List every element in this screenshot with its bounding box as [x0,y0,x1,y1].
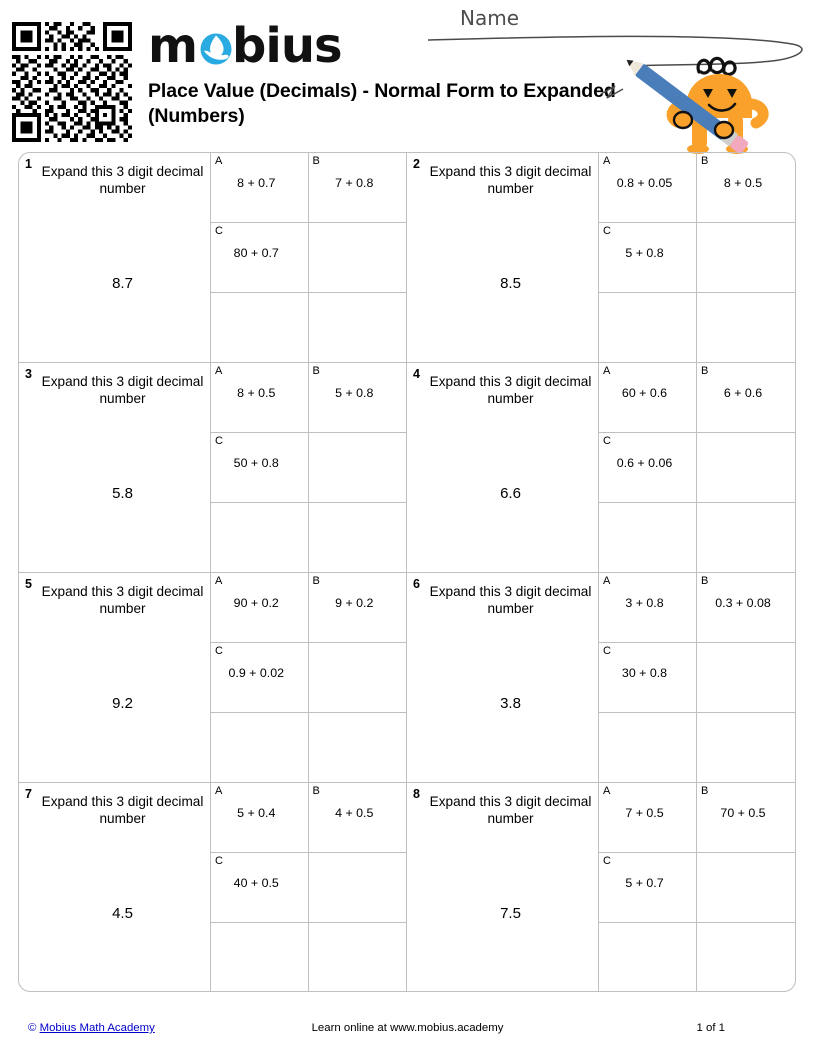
option-letter-c: C [215,645,223,657]
option-text-b: 9 + 0.2 [335,596,374,610]
answer-option-d[interactable] [309,643,407,713]
svg-text:m: m [148,18,198,70]
answer-option-e[interactable] [211,293,309,363]
question-prompt-pane-2 [407,153,599,362]
question-cell-8 [407,783,795,992]
question-number: 2 [413,157,420,171]
answer-option-a[interactable] [599,783,697,853]
question-prompt-pane-5 [19,573,211,782]
question-cell-4 [407,363,795,572]
question-value: 7.5 [500,905,521,922]
option-text-c: 30 + 0.8 [621,666,668,680]
question-value: 8.7 [112,275,133,292]
page-footer [0,1022,815,1046]
answer-options-pane-1 [211,153,406,362]
answer-option-a[interactable] [211,363,309,433]
option-letter-a: A [215,785,223,797]
answer-option-d[interactable] [309,853,407,923]
option-letter-c: C [215,225,223,237]
answer-option-f[interactable] [309,503,407,573]
answer-option-f[interactable] [309,923,407,992]
answer-option-f[interactable] [309,713,407,783]
answer-option-f[interactable] [697,293,795,363]
option-text-c: 0.6 + 0.06 [616,456,673,470]
answer-options-pane-2 [599,153,795,362]
question-cell-6 [407,573,795,782]
option-letter-a: A [603,575,611,587]
question-cell-1 [19,153,407,362]
question-cell-2 [407,153,795,362]
option-letter-c: C [603,435,611,447]
option-letter-c: C [215,435,223,447]
option-letter-b: B [701,155,709,167]
option-letter-b: B [312,155,320,167]
answer-option-b[interactable] [697,153,795,223]
answer-option-b[interactable] [309,783,407,853]
answer-option-c[interactable] [599,643,697,713]
question-prompt: Expand this 3 digit decimal number [41,584,204,616]
option-text-c: 5 + 0.8 [625,246,664,260]
option-letter-a: A [603,155,611,167]
answer-option-b[interactable] [697,363,795,433]
answer-option-c[interactable] [599,223,697,293]
page-header [0,0,815,150]
question-number: 7 [25,787,32,801]
question-number: 4 [413,367,420,381]
option-letter-b: B [312,785,320,797]
answer-options-pane-4 [599,363,795,572]
question-prompt: Expand this 3 digit decimal number [429,584,592,616]
answer-option-c[interactable] [211,643,309,713]
answer-option-b[interactable] [697,783,795,853]
question-number: 1 [25,157,32,171]
worksheet-grid [18,152,796,992]
copyright-symbol: © [28,1022,37,1034]
question-cell-3 [19,363,407,572]
answer-option-d[interactable] [309,223,407,293]
answer-option-a[interactable] [599,573,697,643]
option-text-c: 80 + 0.7 [233,246,279,260]
question-prompt-pane-4 [407,363,599,572]
answer-option-e[interactable] [211,923,309,992]
question-prompt-pane-6 [407,573,599,782]
question-cell-7 [19,783,407,992]
option-text-a: 7 + 0.5 [625,806,664,820]
answer-option-b[interactable] [309,573,407,643]
question-number: 5 [25,577,32,591]
question-cell-5 [19,573,407,782]
option-text-b: 7 + 0.8 [335,176,374,190]
footer-learn-online-text: Learn online at www.mobius.academy [311,1022,504,1034]
question-value: 9.2 [112,695,133,712]
answer-option-a[interactable] [599,153,697,223]
option-text-a: 8 + 0.5 [237,386,276,400]
answer-option-f[interactable] [309,293,407,363]
answer-options-pane-3 [211,363,406,572]
option-text-a: 5 + 0.4 [237,806,276,820]
option-text-a: 3 + 0.8 [625,596,664,610]
question-row [19,783,795,992]
question-prompt: Expand this 3 digit decimal number [41,794,204,826]
answer-option-b[interactable] [309,153,407,223]
answer-options-pane-5 [211,573,406,782]
question-prompt: Expand this 3 digit decimal number [429,164,592,196]
question-number: 6 [413,577,420,591]
answer-option-d[interactable] [697,223,795,293]
question-value: 5.8 [112,485,133,502]
option-text-a: 8 + 0.7 [237,176,276,190]
option-text-b: 4 + 0.5 [335,806,374,820]
option-letter-c: C [603,225,611,237]
option-text-b: 70 + 0.5 [720,806,766,820]
page-title: Place Value (Decimals) - Normal Form to Expanded (Numbers) [148,80,616,127]
option-text-b: 8 + 0.5 [723,176,763,190]
option-letter-b: B [701,365,709,377]
footer-page-number: 1 of 1 [696,1022,725,1034]
option-letter-a: A [215,575,223,587]
answer-option-b[interactable] [309,363,407,433]
option-text-a: 90 + 0.2 [233,596,279,610]
answer-option-e[interactable] [599,923,697,992]
option-letter-c: C [603,645,611,657]
answer-option-c[interactable] [599,433,697,503]
question-value: 6.6 [500,485,521,502]
answer-option-f[interactable] [697,503,795,573]
question-row [19,573,795,783]
answer-option-d[interactable] [697,643,795,713]
question-prompt: Expand this 3 digit decimal number [41,374,204,406]
question-number: 3 [25,367,32,381]
answer-option-a[interactable] [211,153,309,223]
option-letter-c: C [603,855,611,867]
answer-option-d[interactable] [697,853,795,923]
answer-option-d[interactable] [309,433,407,503]
option-letter-a: A [603,785,611,797]
answer-option-a[interactable] [211,783,309,853]
option-text-b: 6 + 0.6 [723,386,763,400]
option-text-c: 0.9 + 0.02 [228,666,284,680]
option-text-a: 0.8 + 0.05 [616,176,673,190]
option-text-c: 5 + 0.7 [625,876,664,890]
option-letter-b: B [312,575,320,587]
answer-option-e[interactable] [211,713,309,783]
answer-option-c[interactable] [211,223,309,293]
question-row [19,363,795,573]
question-value: 8.5 [500,275,521,292]
svg-text:bius: bius [232,18,342,70]
answer-option-c[interactable] [599,853,697,923]
option-text-b: 0.3 + 0.08 [715,596,771,610]
answer-option-a[interactable] [599,363,697,433]
answer-option-b[interactable] [697,573,795,643]
answer-options-pane-8 [599,783,795,992]
answer-options-pane-6 [599,573,795,782]
answer-option-c[interactable] [211,853,309,923]
option-letter-c: C [215,855,223,867]
question-prompt-pane-3 [19,363,211,572]
option-letter-a: A [215,365,223,377]
answer-option-e[interactable] [599,713,697,783]
answer-option-c[interactable] [211,433,309,503]
question-number: 8 [413,787,420,801]
question-row [19,153,795,363]
answer-option-f[interactable] [697,923,795,992]
option-letter-b: B [701,575,709,587]
question-value: 4.5 [112,905,133,922]
answer-option-a[interactable] [211,573,309,643]
mobius-math-academy-link[interactable]: Mobius Math Academy [39,1022,155,1034]
option-letter-b: B [701,785,709,797]
question-prompt-pane-7 [19,783,211,992]
mascot-with-pencil-icon [595,42,795,154]
question-prompt: Expand this 3 digit decimal number [429,794,592,826]
answer-options-pane-7 [211,783,406,992]
name-label: Name [460,6,520,30]
answer-option-e[interactable] [599,503,697,573]
question-value: 3.8 [500,695,521,712]
option-letter-b: B [312,365,320,377]
option-text-c: 40 + 0.5 [233,876,279,890]
answer-option-f[interactable] [697,713,795,783]
mobius-logo [148,18,378,70]
question-prompt-pane-8 [407,783,599,992]
answer-option-e[interactable] [599,293,697,363]
question-prompt: Expand this 3 digit decimal number [41,164,204,196]
answer-option-d[interactable] [697,433,795,503]
question-prompt: Expand this 3 digit decimal number [429,374,592,406]
answer-option-e[interactable] [211,503,309,573]
qr-code-icon[interactable] [12,22,132,142]
option-text-a: 60 + 0.6 [621,386,668,400]
option-letter-a: A [215,155,223,167]
question-prompt-pane-1 [19,153,211,362]
option-text-b: 5 + 0.8 [335,386,374,400]
option-text-c: 50 + 0.8 [233,456,279,470]
option-letter-a: A [603,365,611,377]
